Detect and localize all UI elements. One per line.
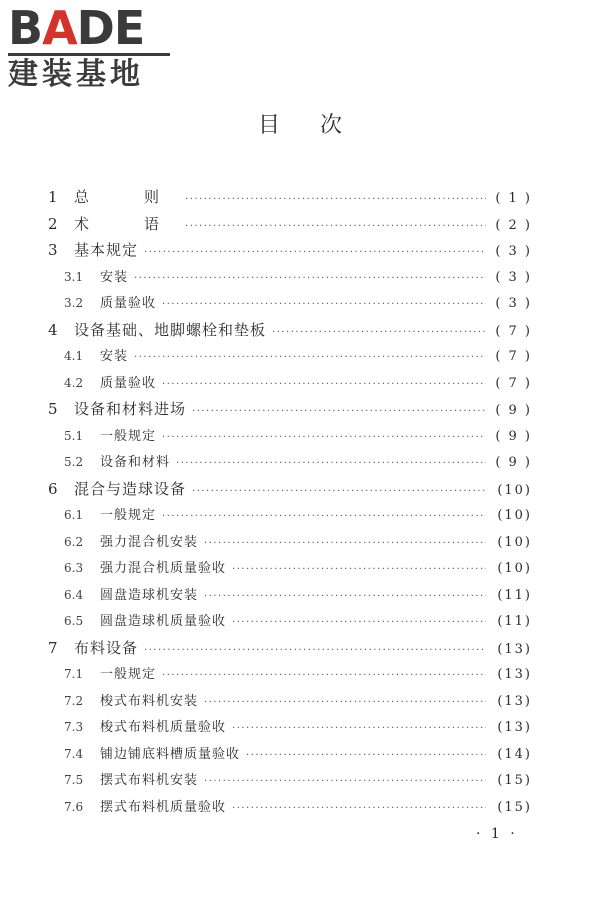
toc-chapter-row[interactable]: [48, 213, 532, 240]
toc-leader-dots: [162, 511, 486, 522]
toc-entry-page: ( 2 ): [495, 217, 532, 233]
toc-entry-number: 5.2: [64, 455, 84, 469]
toc-entry-page: ( 7 ): [495, 349, 532, 364]
toc-entry-number: 3.1: [64, 269, 84, 284]
toc-section-row[interactable]: [48, 610, 532, 637]
logo-letters-de: DE: [76, 1, 145, 55]
table-of-contents: [48, 186, 532, 822]
toc-entry-page: (13): [497, 720, 532, 735]
toc-section-row[interactable]: [48, 266, 532, 293]
toc-entry-label: 术 语: [74, 214, 180, 233]
toc-entry-number: 4.2: [64, 375, 84, 390]
toc-entry-label: 梭式布料机质量验收: [100, 720, 227, 735]
toc-entry-page: ( 3 ): [495, 244, 532, 259]
toc-chapter-row[interactable]: [48, 186, 532, 213]
toc-section-row[interactable]: [48, 663, 532, 690]
toc-entry-page: (10): [497, 534, 532, 550]
toc-entry-page: (10): [497, 508, 532, 523]
toc-chapter-row[interactable]: [48, 398, 532, 425]
toc-section-row[interactable]: [48, 531, 532, 558]
toc-leader-dots: [232, 723, 486, 734]
toc-entry-number: 3.2: [64, 296, 84, 310]
toc-entry-label: 圆盘造球机安装: [100, 587, 199, 603]
toc-entry-label: 设备和材料进场: [74, 400, 187, 418]
toc-entry-label: 强力混合机质量验收: [100, 561, 227, 576]
toc-section-row[interactable]: [48, 345, 532, 372]
logo-letter-a: A: [42, 1, 77, 55]
toc-entry-number: 1: [48, 188, 58, 206]
toc-entry-label: 一般规定: [100, 667, 157, 682]
toc-entry-page: (15): [497, 773, 532, 788]
toc-entry-page: ( 9 ): [495, 455, 532, 470]
toc-entry-number: 6.3: [64, 561, 84, 575]
toc-entry-label: 梭式布料机安装: [100, 693, 199, 709]
toc-leader-dots: [176, 458, 486, 469]
toc-entry-page: ( 9 ): [495, 428, 532, 444]
toc-section-row[interactable]: [48, 743, 532, 770]
toc-entry-page: (13): [497, 641, 532, 657]
logo-subtitle: 建装基地: [8, 57, 144, 92]
toc-entry-page: (13): [497, 693, 532, 709]
toc-entry-number: 6.5: [64, 614, 84, 628]
toc-entry-label: 铺边铺底料槽质量验收: [100, 746, 241, 762]
toc-entry-label: 一般规定: [100, 508, 157, 523]
toc-leader-dots: [246, 750, 486, 761]
toc-entry-number: 7.6: [64, 799, 84, 814]
toc-entry-label: 安装: [100, 349, 129, 364]
toc-entry-number: 3: [48, 241, 58, 259]
toc-entry-page: ( 9 ): [495, 403, 532, 418]
toc-section-row[interactable]: [48, 451, 532, 478]
toc-chapter-row[interactable]: [48, 239, 532, 266]
toc-section-row[interactable]: [48, 584, 532, 611]
toc-entry-number: 6: [48, 479, 58, 498]
toc-leader-dots: [204, 538, 486, 549]
toc-entry-page: ( 3 ): [495, 269, 532, 285]
toc-leader-dots: [162, 432, 486, 443]
toc-entry-number: 7.1: [64, 667, 84, 681]
toc-leader-dots: [185, 194, 486, 205]
toc-entry-label: 摆式布料机质量验收: [100, 799, 227, 815]
toc-entry-page: (10): [497, 561, 532, 576]
toc-entry-number: 4.1: [64, 349, 84, 363]
toc-entry-number: 7.4: [64, 746, 84, 761]
toc-entry-label: 设备和材料: [100, 455, 171, 470]
brand-logo: [8, 1, 176, 92]
toc-entry-number: 7.2: [64, 693, 84, 708]
toc-chapter-row[interactable]: [48, 637, 532, 664]
toc-entry-number: 6.1: [64, 508, 84, 522]
toc-entry-page: ( 3 ): [495, 296, 532, 311]
toc-entry-page: (10): [497, 482, 532, 498]
toc-entry-number: 6.2: [64, 534, 84, 549]
toc-chapter-row[interactable]: [48, 478, 532, 505]
toc-entry-label: 混合与造球设备: [74, 479, 187, 498]
toc-entry-label: 质量验收: [100, 296, 157, 311]
toc-entry-page: (11): [497, 587, 532, 603]
toc-entry-label: 质量验收: [100, 375, 157, 391]
toc-leader-dots: [204, 776, 486, 787]
logo-letter-b: B: [8, 1, 43, 55]
toc-entry-label: 一般规定: [100, 428, 157, 444]
toc-entry-number: 7.5: [64, 773, 84, 787]
toc-section-row[interactable]: [48, 716, 532, 743]
toc-leader-dots: [204, 697, 486, 708]
logo-wordmark: [8, 1, 176, 55]
toc-entry-page: ( 1 ): [495, 191, 532, 206]
toc-leader-dots: [134, 273, 486, 284]
toc-entry-page: ( 7 ): [495, 375, 532, 391]
toc-entry-label: 摆式布料机安装: [100, 773, 199, 788]
toc-entry-number: 2: [48, 214, 58, 233]
toc-leader-dots: [144, 247, 486, 258]
toc-entry-number: 7.3: [64, 720, 84, 734]
toc-leader-dots: [192, 486, 486, 497]
toc-leader-dots: [144, 645, 486, 656]
toc-entry-label: 强力混合机安装: [100, 534, 199, 550]
toc-leader-dots: [185, 221, 486, 232]
toc-leader-dots: [232, 617, 486, 628]
toc-entry-label: 布料设备: [74, 638, 139, 657]
toc-entry-number: 4: [48, 320, 58, 339]
toc-entry-number: 5.1: [64, 428, 84, 443]
page-title: 目次: [257, 113, 382, 138]
toc-entry-label: 安装: [100, 269, 129, 285]
toc-entry-label: 基本规定: [74, 241, 139, 259]
toc-leader-dots: [232, 564, 486, 575]
toc-entry-page: (14): [497, 746, 532, 762]
toc-entry-page: (13): [497, 667, 532, 682]
toc-section-row[interactable]: [48, 557, 532, 584]
toc-leader-dots: [272, 327, 486, 338]
toc-entry-page: (11): [497, 614, 532, 629]
toc-section-row[interactable]: [48, 372, 532, 399]
toc-entry-page: ( 7 ): [495, 323, 532, 339]
toc-section-row[interactable]: [48, 425, 532, 452]
toc-section-row[interactable]: [48, 796, 532, 823]
toc-leader-dots: [232, 803, 486, 814]
toc-entry-label: 圆盘造球机质量验收: [100, 614, 227, 629]
toc-section-row[interactable]: [48, 292, 532, 319]
toc-chapter-row[interactable]: [48, 319, 532, 346]
toc-entry-label: 总 则: [74, 188, 180, 206]
toc-leader-dots: [134, 352, 486, 363]
toc-section-row[interactable]: [48, 690, 532, 717]
toc-section-row[interactable]: [48, 504, 532, 531]
toc-entry-number: 5: [48, 400, 58, 418]
toc-leader-dots: [162, 299, 486, 310]
toc-entry-label: 设备基础、地脚螺栓和垫板: [74, 320, 267, 339]
toc-entry-page: (15): [497, 799, 532, 815]
toc-section-row[interactable]: [48, 769, 532, 796]
page-number: · 1 ·: [476, 826, 518, 842]
toc-entry-number: 6.4: [64, 587, 84, 602]
toc-leader-dots: [204, 591, 486, 602]
toc-entry-number: 7: [48, 638, 58, 657]
toc-leader-dots: [192, 406, 486, 417]
toc-leader-dots: [162, 670, 486, 681]
toc-leader-dots: [162, 379, 486, 390]
